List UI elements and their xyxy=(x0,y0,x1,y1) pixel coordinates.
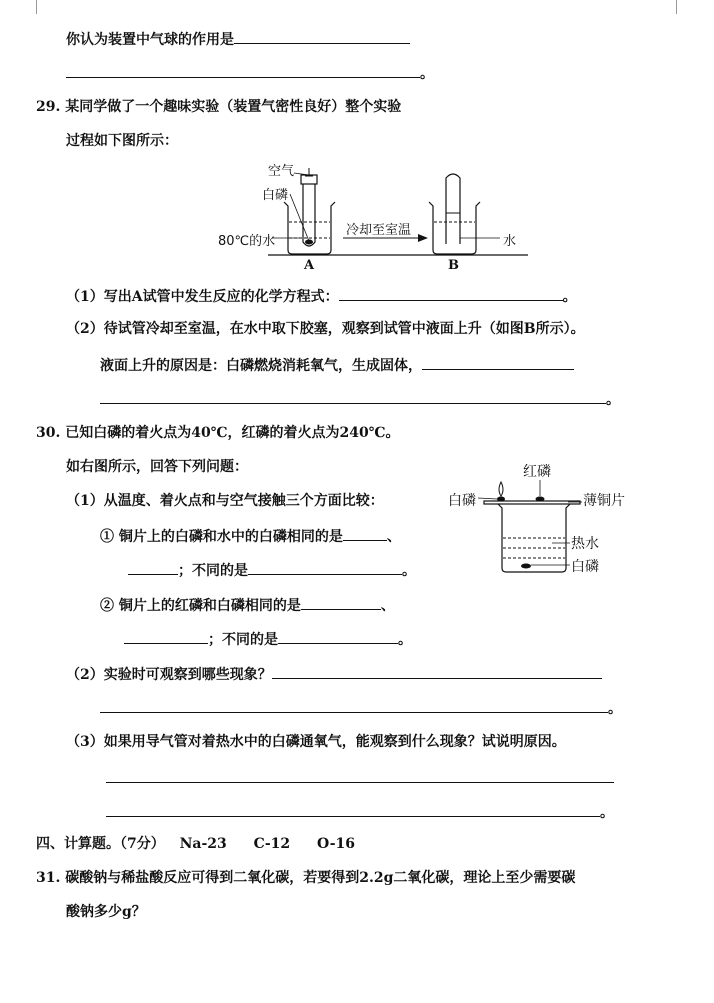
label-figure-a: A xyxy=(304,258,315,273)
q30-stem: 已知白磷的着火点为40℃，红磷的着火点为240℃。 xyxy=(65,425,400,441)
q31-line1 xyxy=(36,869,575,887)
answer-blank[interactable] xyxy=(124,629,208,644)
q30-sub1: （1）从温度、着火点和与空气接触三个方面比较： xyxy=(66,493,384,509)
q30-stem-line2: 如右图所示，回答下列问题： xyxy=(66,459,248,475)
label-white-phosphorus: 白磷 xyxy=(262,188,289,203)
q30-sub2: （2）实验时可观察到哪些现象？ xyxy=(66,667,272,683)
q30-item1-b: ；不同的是 xyxy=(178,563,248,579)
q30-item2-b: ；不同的是 xyxy=(208,632,278,648)
end-mark: 。 xyxy=(398,632,412,648)
question-number: 30. xyxy=(36,425,61,441)
end-mark: 。 xyxy=(608,701,622,717)
answer-blank[interactable] xyxy=(100,698,608,713)
q30-item1-a: ① 铜片上的白磷和水中的白磷相同的是 xyxy=(100,529,343,545)
label-red-phosphorus: 红磷 xyxy=(523,464,551,480)
label-white-phosphorus-bottom: 白磷 xyxy=(571,559,599,575)
q30-sub3-answer-line1 xyxy=(106,768,614,788)
label-figure-b: B xyxy=(448,258,459,273)
q29-sub2-line1: （2）待试管冷却至室温，在水中取下胶塞，观察到试管中液面上升（如图B所示）。 xyxy=(66,321,585,337)
end-mark: 。 xyxy=(420,66,434,82)
atomic-mass-na: Na-23 xyxy=(179,836,227,852)
answer-blank[interactable] xyxy=(272,664,602,679)
atomic-mass-o: O-16 xyxy=(316,836,355,852)
atomic-mass-c: C-12 xyxy=(253,836,291,852)
q30-sub2-line xyxy=(66,664,602,684)
q31-line2: 酸钠多少g？ xyxy=(66,904,146,920)
label-cool-to-room-temp: 冷却至室温 xyxy=(346,223,412,238)
q30-sub3-line: （3）如果用导气管对着热水中的白磷通氧气，能观察到什么现象？试说明原因。 xyxy=(66,734,566,750)
section-heading: 四、计算题。（7分） xyxy=(36,836,165,852)
q30-item2-a: ② 铜片上的红磷和白磷相同的是 xyxy=(100,598,301,614)
question-number: 31. xyxy=(36,870,61,886)
q30-item2-line2 xyxy=(124,629,412,649)
end-mark: 。 xyxy=(600,805,614,821)
q30-sub3-answer-line2 xyxy=(106,802,614,822)
q29-sub1: （1）写出A试管中发生反应的化学方程式： xyxy=(66,289,339,305)
question-number: 29. xyxy=(36,99,61,115)
end-mark: 。 xyxy=(562,289,577,305)
q30-sub2-answer-line xyxy=(100,698,622,718)
label-water: 水 xyxy=(503,234,517,249)
q29-stem-line2: 过程如下图所示： xyxy=(66,133,178,149)
answer-blank[interactable] xyxy=(278,629,398,644)
section4-heading-line xyxy=(36,835,355,853)
q28-tail-text: 你认为装置中气球的作用是 xyxy=(66,32,234,48)
separator: 、 xyxy=(380,598,395,614)
answer-blank[interactable] xyxy=(106,802,600,817)
separator: 、 xyxy=(386,529,401,545)
q29-stem: 某同学做了一个趣味实验（装置气密性良好）整个实验 xyxy=(65,99,402,115)
q31-text: 碳酸钠与稀盐酸反应可得到二氧化碳，若要得到2.2g二氧化碳，理论上至少需要碳 xyxy=(65,870,576,886)
end-mark: 。 xyxy=(402,563,416,579)
label-air: 空气 xyxy=(268,164,295,179)
label-hot-water: 热水 xyxy=(571,536,599,552)
answer-blank[interactable] xyxy=(106,768,614,783)
end-mark: 。 xyxy=(606,392,620,408)
q29-sub2-reason: 液面上升的原因是：白磷燃烧消耗氧气，生成固体， xyxy=(100,358,422,374)
label-white-phosphorus-top: 白磷 xyxy=(448,493,476,509)
label-copper-sheet: 薄铜片 xyxy=(583,493,625,509)
label-hot-water-80: 80℃的水 xyxy=(218,234,276,249)
